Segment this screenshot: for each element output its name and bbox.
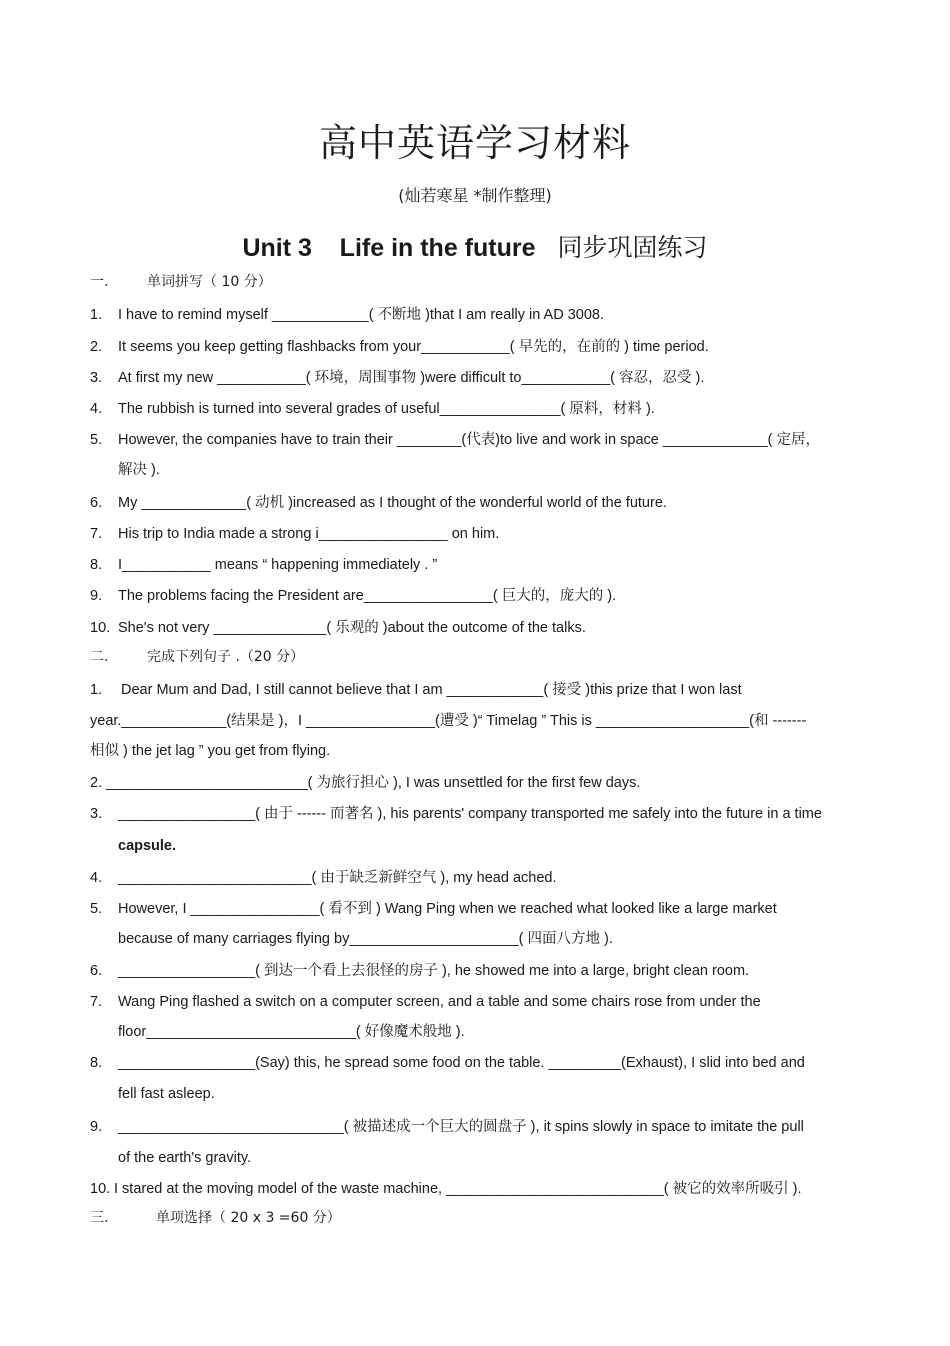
item-text: _________________( 到达一个看上去很怪的房子 ), he showed me into a large, bright clean room. — [118, 963, 750, 979]
s2-item-1-line2: year._____________(结果是 )，I ________________(遭受 )“ Timelag ” This is ___________________(和 ------- — [90, 713, 807, 729]
item-number: 5. — [90, 901, 103, 917]
item-number: 5. — [90, 432, 103, 448]
s1-item-10 — [90, 618, 860, 638]
s2-item-3 — [90, 804, 860, 824]
section2-label: 完成下列句子 .（20 分） — [147, 649, 305, 665]
s2-item-10 — [90, 1179, 860, 1199]
s2-item-8 — [90, 1053, 860, 1073]
s2-item-8-continued: fell fast asleep. — [118, 1086, 215, 1102]
section1-heading — [90, 272, 860, 292]
s2-item-7-continued: floor__________________________( 好像魔术般地 ). — [118, 1024, 465, 1040]
s2-item-7 — [90, 992, 860, 1012]
s2-item-4 — [90, 868, 860, 888]
unit-title — [0, 228, 950, 264]
page-subtitle: (灿若寒星 *制作整理) — [398, 186, 552, 205]
s2-item-2 — [90, 773, 860, 793]
section2-mark: 二. — [90, 649, 109, 665]
unit-title-chinese: 同步巩固练习 — [557, 233, 708, 262]
item-number: 3. — [90, 806, 103, 822]
s1-item-6 — [90, 493, 860, 513]
section3-mark: 三. — [90, 1210, 109, 1226]
item-text: _________________________( 为旅行担心 ), I was unsettled for the first few days. — [106, 775, 641, 791]
item-text: The problems facing the President are________________( 巨大的，庞大的 ). — [118, 588, 617, 604]
s1-item-5 — [90, 430, 860, 450]
s2-item-1-line3: 相似 ) the jet lag ” you get from flying. — [90, 743, 331, 759]
item-text: My _____________( 动机 )increased as I thought of the wonderful world of the future. — [118, 495, 667, 511]
item-text: It seems you keep getting flashbacks from your___________( 早先的，在前的 ) time period. — [118, 339, 709, 355]
item-text: The rubbish is turned into several grades of useful_______________( 原料，材料 ). — [118, 401, 655, 417]
s1-item-8 — [90, 555, 860, 575]
item-text: However, I ________________( 看不到 ) Wang Ping when we reached what looked like a large market — [118, 901, 777, 917]
section1-mark: 一. — [90, 274, 109, 290]
item-text: His trip to India made a strong i________________ on him. — [118, 526, 500, 542]
item-number: 9. — [90, 588, 103, 604]
page-title: 高中英语学习材料 — [318, 121, 631, 165]
item-number: 7. — [90, 526, 103, 542]
item-number: 8. — [90, 557, 103, 573]
s2-item-5-continued: because of many carriages flying by_____________________( 四面八方地 ). — [118, 931, 613, 947]
item-number: 6. — [90, 963, 103, 979]
item-number: 10. — [90, 1181, 111, 1197]
item-number: 2. — [90, 775, 103, 791]
s1-item-3 — [90, 368, 860, 388]
s2-item-5 — [90, 899, 860, 919]
s1-item-7 — [90, 524, 860, 544]
item-text: At first my new ___________( 环境，周围事物 )were difficult to___________( 容忍，忍受 ). — [118, 370, 705, 386]
s2-item-1 — [90, 680, 860, 700]
item-number: 2. — [90, 339, 103, 355]
s2-item-9-continued: of the earth's gravity. — [118, 1150, 252, 1166]
s1-item-9 — [90, 586, 860, 606]
item-number: 7. — [90, 994, 103, 1010]
unit-title-english: Unit 3 Life in the future — [242, 234, 536, 262]
s1-item-1 — [90, 305, 860, 325]
item-text: She's not very ______________( 乐观的 )about the outcome of the talks. — [118, 620, 586, 636]
section3-heading — [90, 1208, 860, 1228]
item-text: I have to remind myself ____________( 不断地 )that I am really in AD 3008. — [118, 307, 604, 323]
section3-label: 单项选择（ 20 x 3 =60 分） — [156, 1210, 341, 1226]
s2-item-3-continued: capsule. — [118, 838, 177, 854]
item-number: 10. — [90, 620, 111, 636]
item-text: Wang Ping flashed a switch on a computer screen, and a table and some chairs rose from under the — [118, 994, 761, 1010]
item-text: However, the companies have to train their ________(代表)to live and work in space _____________( 定居， — [118, 432, 821, 448]
item-number: 9. — [90, 1119, 103, 1135]
item-number: 1. — [90, 307, 103, 323]
s1-item-5-continued: 解决 ). — [118, 462, 160, 478]
item-text: I stared at the moving model of the waste machine, ___________________________( 被它的效率所吸引 ). — [114, 1181, 802, 1197]
item-number: 4. — [90, 870, 103, 886]
item-text: I___________ means “ happening immediately . ” — [118, 557, 438, 573]
s1-item-4 — [90, 399, 860, 419]
item-number: 1. — [90, 682, 103, 698]
item-text: _________________(Say) this, he spread some food on the table. _________(Exhaust), I slid into bed and — [118, 1055, 805, 1071]
s1-item-2 — [90, 337, 860, 357]
item-text: ________________________( 由于缺乏新鲜空气 ), my head ached. — [118, 870, 557, 886]
s2-item-6 — [90, 961, 860, 981]
item-text: _________________( 由于 ------ 而著名 ), his parents' company transported me safely into the future in a time — [118, 806, 822, 822]
item-number: 6. — [90, 495, 103, 511]
section2-heading — [90, 647, 860, 667]
section1-label: 单词拼写（ 10 分） — [147, 274, 272, 290]
item-text: Dear Mum and Dad, I still cannot believe that I am ____________( 接受 )this prize that I won last — [121, 682, 742, 698]
item-number: 3. — [90, 370, 103, 386]
s2-item-9 — [90, 1117, 860, 1137]
item-number: 8. — [90, 1055, 103, 1071]
item-number: 4. — [90, 401, 103, 417]
item-text: ____________________________( 被描述成一个巨大的圆盘子 ), it spins slowly in space to imitate the pull — [118, 1119, 804, 1135]
